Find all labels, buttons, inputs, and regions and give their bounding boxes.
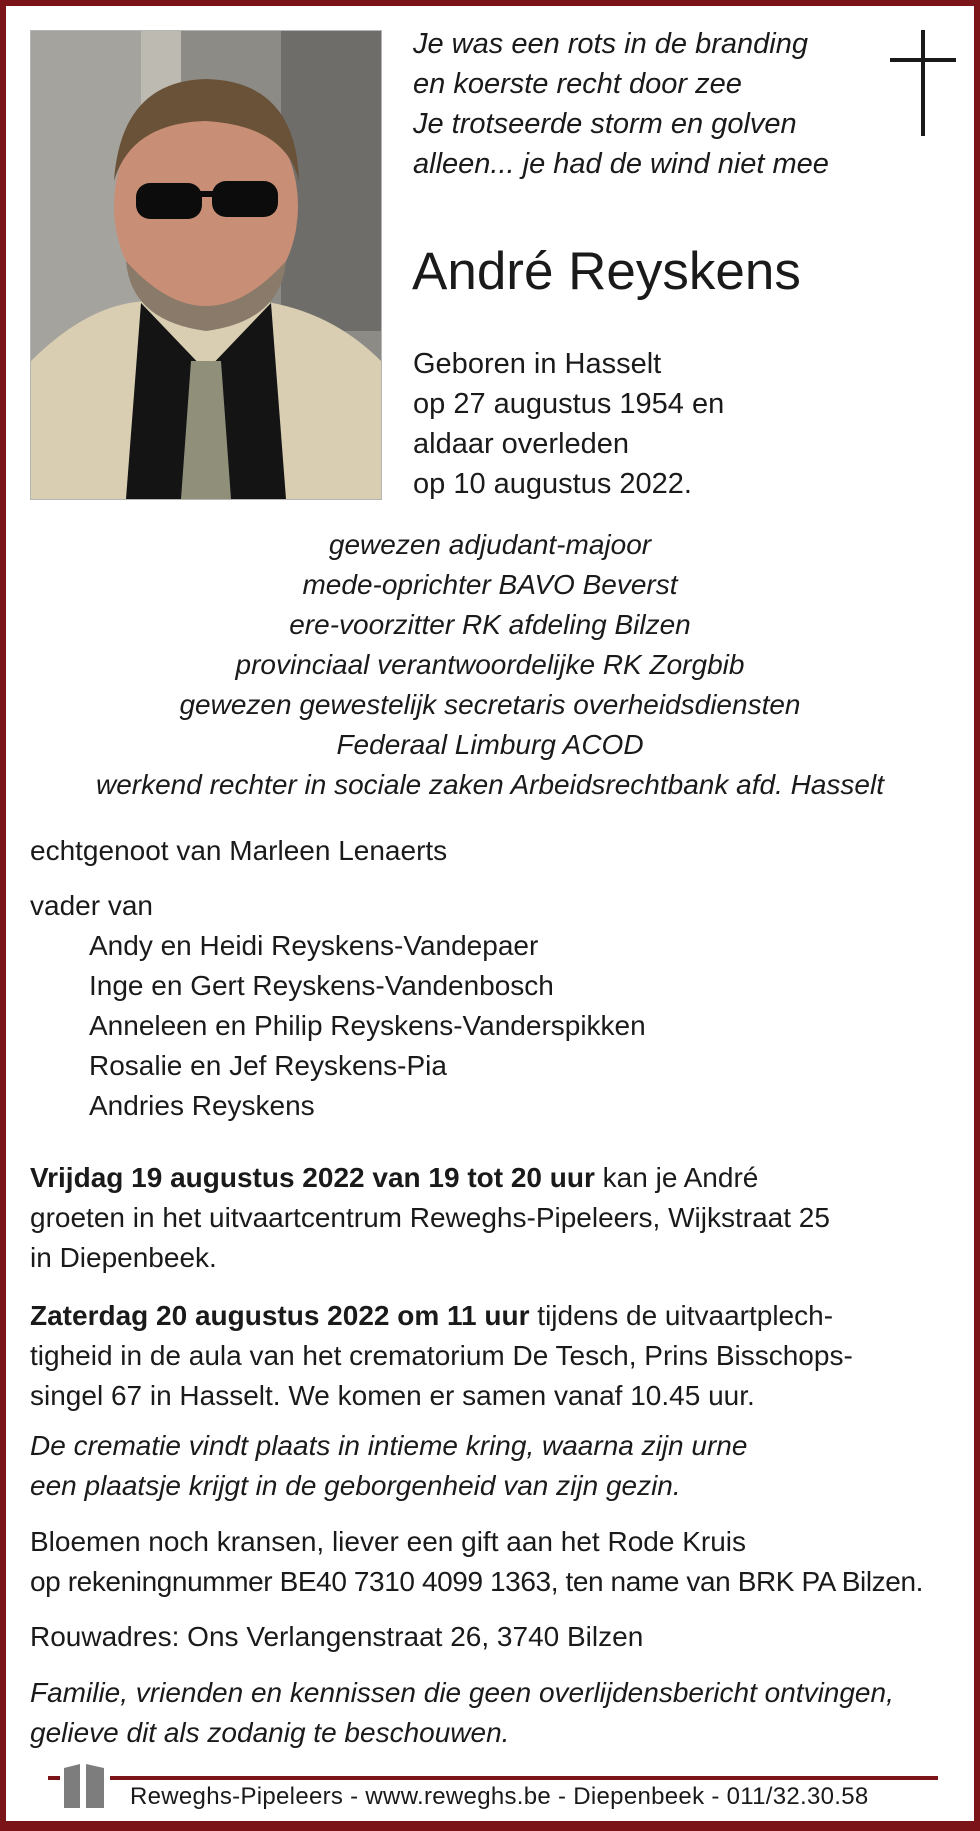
poem-line: alleen... je had de wind niet mee <box>413 148 829 180</box>
footer-rule <box>48 1776 938 1780</box>
birth-line: Geboren in Hasselt <box>413 348 662 380</box>
deceased-name: André Reyskens <box>412 242 801 301</box>
visitation-text: groeten in het uitvaartcentrum Reweghs-Pipeleers, Wijkstraat 25 <box>30 1202 830 1233</box>
poem <box>413 24 829 184</box>
portrait-image <box>31 31 381 499</box>
closing-line: gelieve dit als zodanig te beschouwen. <box>30 1717 510 1748</box>
footer <box>48 1760 938 1810</box>
closing-line: Familie, vrienden en kennissen die geen overlijdensbericht ontvingen, <box>30 1677 894 1708</box>
child-item: Andries Reyskens <box>89 1090 315 1121</box>
title-line: gewezen adjudant-majoor <box>328 529 652 560</box>
ceremony-text: singel 67 in Hasselt. We komen er samen vanaf 10.45 uur. <box>30 1380 755 1411</box>
ceremony-text: tijdens de uitvaartplech- <box>529 1300 834 1331</box>
cremation-paragraph <box>30 1426 950 1506</box>
poem-line: Je trotseerde storm en golven <box>413 108 797 140</box>
birth-line: aldaar overleden <box>413 428 630 460</box>
title-line: provinciaal verantwoordelijke RK Zorgbib <box>235 649 745 680</box>
footer-contact: Reweghs-Pipeleers - www.reweghs.be - Diepenbeek - 011/32.30.58 <box>130 1783 869 1810</box>
birth-line: op 27 augustus 1954 en <box>413 388 725 420</box>
funeral-home-logo-icon <box>60 1760 110 1810</box>
flowers-line: Bloemen noch kransen, liever een gift aan het Rode Kruis <box>30 1526 746 1557</box>
child-item: Rosalie en Jef Reyskens-Pia <box>89 1050 447 1081</box>
title-line: Federaal Limburg ACOD <box>336 729 644 760</box>
title-line: werkend rechter in sociale zaken Arbeidsrechtbank afd. Hasselt <box>95 769 885 800</box>
closing-paragraph <box>30 1673 950 1753</box>
cremation-line: een plaatsje krijgt in de geborgenheid van zijn gezin. <box>30 1470 681 1501</box>
birth-line: op 10 augustus 2022. <box>413 468 692 500</box>
father-label: vader van <box>30 890 153 921</box>
visitation-paragraph <box>30 1158 950 1278</box>
ceremony-paragraph <box>30 1296 950 1416</box>
ceremony-text: tigheid in de aula van het crematorium De Tesch, Prins Bisschops- <box>30 1340 853 1371</box>
ceremony-date: Zaterdag 20 augustus 2022 om 11 uur <box>30 1300 530 1331</box>
flowers-line: op rekeningnummer BE40 7310 4099 1363, ten name van BRK PA Bilzen. <box>30 1566 924 1597</box>
title-line: gewezen gewestelijk secretaris overheidsdiensten <box>179 689 801 720</box>
child-item: Andy en Heidi Reyskens-Vandepaer <box>89 930 539 961</box>
title-line: ere-voorzitter RK afdeling Bilzen <box>289 609 691 640</box>
birth-details <box>413 344 724 504</box>
visitation-text: kan je André <box>594 1162 759 1193</box>
flowers-paragraph <box>30 1522 950 1602</box>
titles-list <box>30 525 950 805</box>
portrait-photo <box>30 30 382 500</box>
child-item: Anneleen en Philip Reyskens-Vanderspikken <box>89 1010 646 1041</box>
mourning-address: Rouwadres: Ons Verlangenstraat 26, 3740 Bilzen <box>30 1621 644 1652</box>
visitation-date: Vrijdag 19 augustus 2022 van 19 tot 20 uur <box>30 1162 595 1193</box>
children-list <box>89 926 646 1126</box>
child-item: Inge en Gert Reyskens-Vandenbosch <box>89 970 554 1001</box>
cremation-line: De crematie vindt plaats in intieme kring, waarna zijn urne <box>30 1430 748 1461</box>
title-line: mede-oprichter BAVO Beverst <box>302 569 678 600</box>
poem-line: en koerste recht door zee <box>413 68 742 100</box>
spouse-line: echtgenoot van Marleen Lenaerts <box>30 835 448 866</box>
poem-line: Je was een rots in de branding <box>413 28 808 60</box>
cross-icon <box>890 30 956 136</box>
visitation-text: in Diepenbeek. <box>30 1242 217 1273</box>
